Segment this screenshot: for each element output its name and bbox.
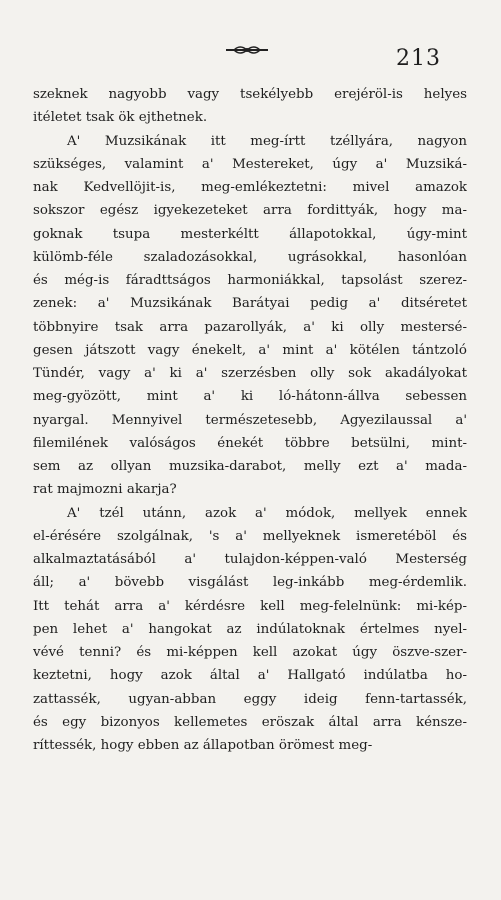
text-line: goknak tsupa mesterkéltt állapotokkal, úgy-mint bbox=[33, 226, 467, 242]
text-line: zattassék, ugyan-abban eggy ideig fenn-tartassék, bbox=[33, 691, 467, 707]
text-line: el-érésére szolgálnak, 's a' mellyeknek ismeretéböl és bbox=[33, 528, 467, 544]
text-line: és még-is fáradttságos harmoniákkal, tapsolást szerez- bbox=[33, 273, 467, 288]
header-ornament bbox=[226, 44, 268, 56]
text-line: áll; a' bövebb visgálást leg-inkább meg-érdemlik. bbox=[33, 575, 467, 591]
text-line: keztetni, hogy azok által a' Hallgató indúlatba ho- bbox=[33, 668, 467, 684]
paragraph bbox=[33, 83, 467, 130]
paragraph bbox=[33, 130, 467, 502]
text-line: külömb-féle szaladozásokkal, ugrásokkal, hasonlóan bbox=[33, 249, 467, 265]
text-line: A' tzél utánn, azok a' módok, mellyek ennek bbox=[67, 505, 467, 521]
body-text bbox=[33, 83, 467, 757]
text-line: itéletet tsak ök ejthetnek. bbox=[33, 110, 208, 126]
text-line: A' Muzsikának itt meg-írtt tzéllyára, nagyon bbox=[67, 133, 467, 149]
text-line: vévé tenni? és mi-képpen kell azokat úgy öszve-szer- bbox=[33, 645, 467, 660]
text-line: többnyire tsak arra pazarollyák, a' ki olly mestersé- bbox=[33, 319, 467, 335]
text-line: filemilének valóságos énekét többre betsülni, mint- bbox=[33, 435, 467, 451]
text-line: rat majmozni akarja? bbox=[33, 482, 177, 498]
text-line: alkalmaztatásából a' tulajdon-képpen-való Mesterség bbox=[33, 552, 467, 567]
text-line: és egy bizonyos kellemetes eröszak által arra kénsze- bbox=[33, 714, 467, 730]
text-line: szükséges, valamint a' Mestereket, úgy a' Muzsiká- bbox=[33, 156, 467, 172]
text-line: nyargal. Mennyivel természetesebb, Agyezilaussal a' bbox=[33, 412, 467, 428]
text-line: gesen játszott vagy énekelt, a' mint a' kötélen tántzoló bbox=[33, 342, 467, 358]
page-number: 213 bbox=[396, 46, 441, 71]
text-line: ríttessék, hogy ebben az állapotban örömest meg- bbox=[33, 738, 373, 753]
text-line: pen lehet a' hangokat az indúlatoknak értelmes nyel- bbox=[33, 621, 467, 637]
text-line: Tündér, vagy a' ki a' szerzésben olly sok akadályokat bbox=[33, 366, 467, 381]
text-line: sem az ollyan muzsika-darabot, melly ezt a' mada- bbox=[33, 459, 467, 474]
text-line: szeknek nagyobb vagy tsekélyebb erejéröl-is helyes bbox=[33, 87, 467, 102]
text-line: meg-gyözött, mint a' ki ló-hátonn-állva sebessen bbox=[33, 389, 467, 405]
paragraph bbox=[33, 502, 467, 758]
text-line: nak Kedvellöjit-is, meg-emlékeztetni: mivel amazok bbox=[33, 180, 467, 195]
text-line: sokszor egész igyekezeteket arra fordittyák, hogy ma- bbox=[33, 203, 467, 219]
text-line: Itt tehát arra a' kérdésre kell meg-felelnünk: mi-kép- bbox=[33, 598, 467, 614]
text-line: zenek: a' Muzsikának Barátyai pedig a' ditséretet bbox=[33, 296, 467, 312]
